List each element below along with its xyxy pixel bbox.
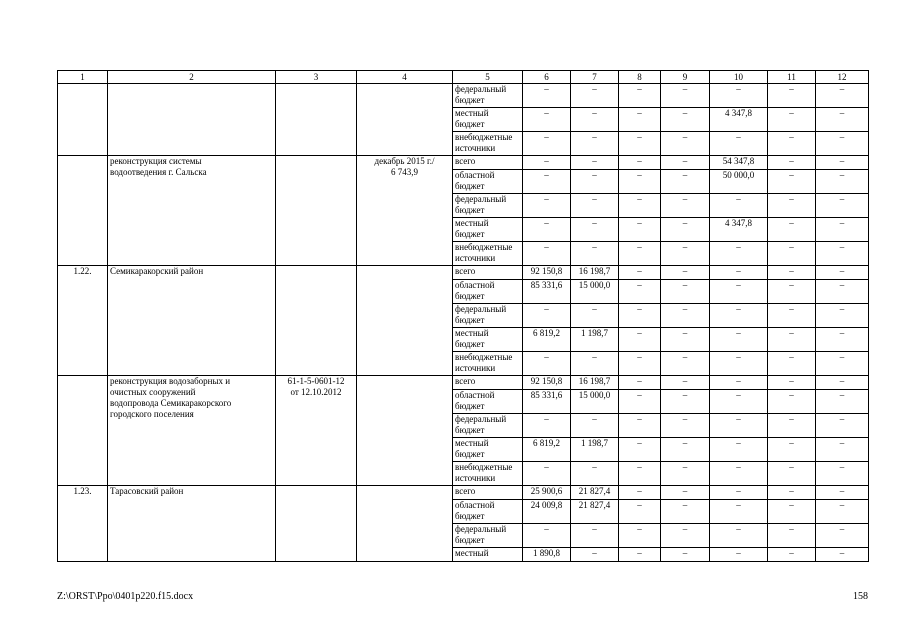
value-cell: 16 198,7 — [571, 376, 619, 390]
value-cell: – — [710, 266, 768, 280]
value-cell: 92 150,8 — [523, 266, 571, 280]
value-cell: – — [661, 132, 710, 156]
item-date-cost — [357, 84, 453, 156]
value-cell: – — [661, 304, 710, 328]
table-row — [58, 486, 869, 500]
value-cell: – — [523, 218, 571, 242]
value-cell: – — [619, 548, 661, 562]
funding-source: местный бюджет — [453, 218, 523, 242]
value-cell: 16 198,7 — [571, 266, 619, 280]
funding-source: федеральный бюджет — [453, 414, 523, 438]
value-cell: 54 347,8 — [710, 156, 768, 170]
value-cell: 15 000,0 — [571, 280, 619, 304]
value-cell: 50 000,0 — [710, 170, 768, 194]
value-cell: – — [816, 524, 869, 548]
value-cell: – — [661, 486, 710, 500]
funding-source: федеральный бюджет — [453, 304, 523, 328]
value-cell: – — [710, 132, 768, 156]
value-cell: – — [523, 304, 571, 328]
value-cell: – — [571, 84, 619, 108]
value-cell: – — [816, 462, 869, 486]
value-cell: 1 198,7 — [571, 438, 619, 462]
value-cell: – — [661, 524, 710, 548]
value-cell: – — [710, 84, 768, 108]
item-document — [276, 156, 357, 266]
table-row — [58, 376, 869, 390]
value-cell: – — [816, 242, 869, 266]
value-cell: – — [816, 414, 869, 438]
value-cell: – — [661, 328, 710, 352]
funding-source: местный бюджет — [453, 108, 523, 132]
value-cell: – — [816, 84, 869, 108]
funding-source: федеральный бюджет — [453, 524, 523, 548]
funding-source: всего — [453, 266, 523, 280]
item-name: Тарасовский район — [108, 486, 276, 562]
value-cell: – — [661, 280, 710, 304]
funding-source: местный бюджет — [453, 328, 523, 352]
value-cell: 1 890,8 — [523, 548, 571, 562]
value-cell: – — [768, 438, 816, 462]
value-cell: – — [661, 438, 710, 462]
value-cell: – — [661, 352, 710, 376]
funding-source: всего — [453, 376, 523, 390]
value-cell: – — [710, 376, 768, 390]
value-cell: – — [571, 462, 619, 486]
header-cell: 2 — [108, 71, 276, 84]
value-cell: 1 198,7 — [571, 328, 619, 352]
funding-source: всего — [453, 156, 523, 170]
value-cell: – — [619, 390, 661, 414]
item-number — [58, 156, 108, 266]
header-row — [58, 71, 869, 84]
item-date-cost — [357, 266, 453, 376]
item-document — [276, 486, 357, 562]
value-cell: – — [816, 328, 869, 352]
value-cell: – — [619, 108, 661, 132]
footer-page-number: 158 — [853, 591, 868, 602]
value-cell: – — [710, 486, 768, 500]
header-cell: 8 — [619, 71, 661, 84]
value-cell: – — [571, 352, 619, 376]
value-cell: – — [523, 352, 571, 376]
funding-source: областной бюджет — [453, 280, 523, 304]
value-cell: – — [523, 156, 571, 170]
funding-source: федеральный бюджет — [453, 84, 523, 108]
value-cell: – — [661, 390, 710, 414]
funding-source: внебюджетные источники — [453, 352, 523, 376]
value-cell: – — [571, 170, 619, 194]
value-cell: – — [661, 194, 710, 218]
value-cell: – — [768, 242, 816, 266]
value-cell: – — [768, 414, 816, 438]
value-cell: – — [710, 328, 768, 352]
table-row — [58, 84, 869, 108]
value-cell: – — [571, 524, 619, 548]
item-name: реконструкция водозаборных и очистных сооружений водопровода Семикаракорского городского поселения — [108, 376, 276, 486]
value-cell: – — [768, 352, 816, 376]
value-cell: – — [768, 170, 816, 194]
value-cell: – — [768, 266, 816, 280]
value-cell: – — [571, 194, 619, 218]
value-cell: – — [768, 548, 816, 562]
header-cell: 12 — [816, 71, 869, 84]
value-cell: – — [571, 108, 619, 132]
value-cell: – — [661, 108, 710, 132]
value-cell: – — [661, 414, 710, 438]
value-cell: – — [816, 280, 869, 304]
table-row — [58, 156, 869, 170]
funding-source: внебюджетные источники — [453, 132, 523, 156]
value-cell: 6 819,2 — [523, 328, 571, 352]
value-cell: – — [523, 414, 571, 438]
value-cell: – — [661, 548, 710, 562]
value-cell: 4 347,8 — [710, 218, 768, 242]
value-cell: – — [816, 108, 869, 132]
value-cell: – — [768, 390, 816, 414]
value-cell: – — [619, 266, 661, 280]
value-cell: – — [619, 414, 661, 438]
value-cell: – — [661, 84, 710, 108]
value-cell: 6 819,2 — [523, 438, 571, 462]
value-cell: – — [619, 132, 661, 156]
value-cell: – — [661, 156, 710, 170]
funding-source: всего — [453, 486, 523, 500]
value-cell: – — [571, 156, 619, 170]
value-cell: – — [619, 84, 661, 108]
value-cell: – — [816, 390, 869, 414]
value-cell: – — [619, 376, 661, 390]
value-cell: – — [768, 500, 816, 524]
value-cell: – — [768, 132, 816, 156]
value-cell: – — [768, 280, 816, 304]
value-cell: – — [619, 352, 661, 376]
value-cell: – — [523, 242, 571, 266]
item-date-cost: декабрь 2015 г./ 6 743,9 — [357, 156, 453, 266]
header-cell: 7 — [571, 71, 619, 84]
value-cell: – — [710, 352, 768, 376]
value-cell: – — [710, 280, 768, 304]
value-cell: – — [768, 486, 816, 500]
value-cell: – — [768, 462, 816, 486]
value-cell: – — [523, 462, 571, 486]
value-cell: – — [619, 500, 661, 524]
value-cell: 85 331,6 — [523, 280, 571, 304]
value-cell: – — [768, 376, 816, 390]
value-cell: – — [816, 266, 869, 280]
value-cell: – — [710, 194, 768, 218]
header-cell: 4 — [357, 71, 453, 84]
table-header — [58, 71, 869, 84]
value-cell: 25 900,6 — [523, 486, 571, 500]
funding-source: местный бюджет — [453, 438, 523, 462]
header-cell: 3 — [276, 71, 357, 84]
value-cell: 4 347,8 — [710, 108, 768, 132]
table-row — [58, 266, 869, 280]
value-cell: – — [619, 218, 661, 242]
value-cell: 21 827,4 — [571, 500, 619, 524]
value-cell: – — [710, 414, 768, 438]
value-cell: – — [816, 218, 869, 242]
value-cell: – — [661, 266, 710, 280]
item-number: 1.22. — [58, 266, 108, 376]
value-cell: – — [661, 242, 710, 266]
item-number — [58, 84, 108, 156]
value-cell: – — [710, 304, 768, 328]
value-cell: – — [619, 524, 661, 548]
item-name: Семикаракорский район — [108, 266, 276, 376]
value-cell: – — [710, 548, 768, 562]
value-cell: – — [816, 132, 869, 156]
value-cell: 15 000,0 — [571, 390, 619, 414]
item-number — [58, 376, 108, 486]
value-cell: – — [619, 462, 661, 486]
footer-file-path: Z:\ORST\Ppo\0401p220.f15.docx — [57, 591, 194, 602]
value-cell: – — [816, 486, 869, 500]
value-cell: – — [710, 462, 768, 486]
value-cell: – — [619, 328, 661, 352]
value-cell: – — [619, 304, 661, 328]
value-cell: – — [619, 170, 661, 194]
value-cell: – — [571, 548, 619, 562]
value-cell: – — [816, 438, 869, 462]
header-cell: 1 — [58, 71, 108, 84]
value-cell: – — [523, 524, 571, 548]
table-body — [58, 84, 869, 562]
value-cell: – — [523, 132, 571, 156]
value-cell: – — [768, 304, 816, 328]
value-cell: – — [661, 170, 710, 194]
header-cell: 11 — [768, 71, 816, 84]
value-cell: – — [768, 218, 816, 242]
value-cell: – — [816, 376, 869, 390]
header-cell: 10 — [710, 71, 768, 84]
header-cell: 6 — [523, 71, 571, 84]
funding-source: внебюджетные источники — [453, 462, 523, 486]
value-cell: – — [816, 194, 869, 218]
item-document: 61-1-5-0601-12 от 12.10.2012 — [276, 376, 357, 486]
value-cell: – — [816, 170, 869, 194]
value-cell: – — [768, 194, 816, 218]
value-cell: – — [768, 156, 816, 170]
value-cell: – — [710, 390, 768, 414]
value-cell: 24 009,8 — [523, 500, 571, 524]
value-cell: – — [816, 500, 869, 524]
item-document — [276, 266, 357, 376]
item-date-cost — [357, 376, 453, 486]
value-cell: – — [619, 156, 661, 170]
value-cell: – — [768, 524, 816, 548]
value-cell: – — [523, 84, 571, 108]
item-document — [276, 84, 357, 156]
value-cell: – — [661, 376, 710, 390]
funding-source: областной бюджет — [453, 170, 523, 194]
value-cell: – — [816, 352, 869, 376]
value-cell: – — [816, 156, 869, 170]
funding-source: федеральный бюджет — [453, 194, 523, 218]
funding-source: внебюджетные источники — [453, 242, 523, 266]
value-cell: – — [619, 242, 661, 266]
value-cell: – — [571, 218, 619, 242]
value-cell: 92 150,8 — [523, 376, 571, 390]
value-cell: – — [710, 500, 768, 524]
item-name — [108, 84, 276, 156]
value-cell: – — [710, 438, 768, 462]
value-cell: – — [710, 524, 768, 548]
value-cell: 85 331,6 — [523, 390, 571, 414]
value-cell: – — [661, 500, 710, 524]
value-cell: – — [661, 218, 710, 242]
funding-source: областной бюджет — [453, 500, 523, 524]
funding-source: местный — [453, 548, 523, 562]
budget-table — [57, 70, 869, 562]
header-cell: 5 — [453, 71, 523, 84]
value-cell: – — [571, 414, 619, 438]
value-cell: – — [768, 84, 816, 108]
value-cell: – — [619, 280, 661, 304]
item-number: 1.23. — [58, 486, 108, 562]
value-cell: – — [523, 194, 571, 218]
value-cell: – — [619, 486, 661, 500]
value-cell: – — [523, 108, 571, 132]
value-cell: – — [571, 242, 619, 266]
value-cell: – — [661, 462, 710, 486]
value-cell: – — [523, 170, 571, 194]
value-cell: – — [710, 242, 768, 266]
value-cell: – — [571, 304, 619, 328]
item-date-cost — [357, 486, 453, 562]
value-cell: 21 827,4 — [571, 486, 619, 500]
value-cell: – — [816, 304, 869, 328]
value-cell: – — [571, 132, 619, 156]
header-cell: 9 — [661, 71, 710, 84]
value-cell: – — [619, 194, 661, 218]
funding-source: областной бюджет — [453, 390, 523, 414]
value-cell: – — [619, 438, 661, 462]
item-name: реконструкция системы водоотведения г. Сальска — [108, 156, 276, 266]
value-cell: – — [768, 328, 816, 352]
value-cell: – — [768, 108, 816, 132]
value-cell: – — [816, 548, 869, 562]
